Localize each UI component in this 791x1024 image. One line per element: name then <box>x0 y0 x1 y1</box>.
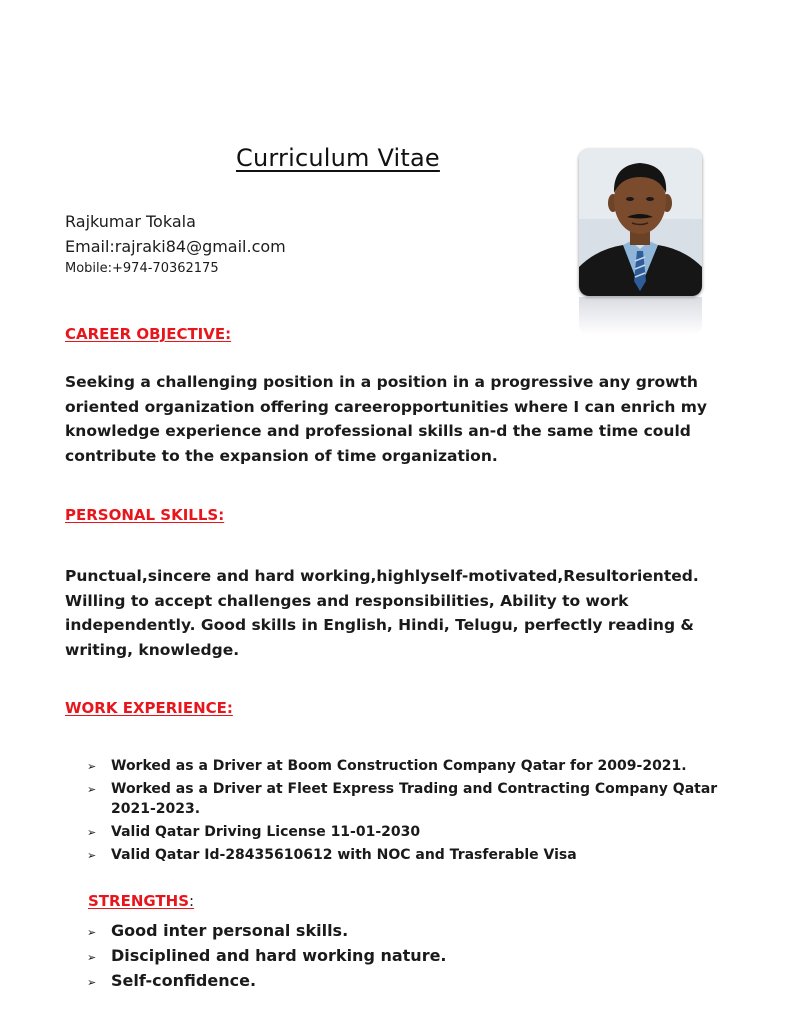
arrow-bullet-icon: ➢ <box>87 760 97 773</box>
strength-item-text: Self-confidence. <box>111 971 257 990</box>
strengths-heading <box>88 892 194 910</box>
photo-reflection <box>579 297 702 335</box>
arrow-bullet-icon: ➢ <box>87 826 97 839</box>
work-experience-heading: WORK EXPERIENCE: <box>65 699 233 717</box>
list-item <box>65 845 725 865</box>
email-address: Email:rajraki84@gmail.com <box>65 237 286 256</box>
arrow-bullet-icon: ➢ <box>87 783 97 796</box>
strength-item-text: Disciplined and hard working nature. <box>111 946 447 965</box>
arrow-bullet-icon: ➢ <box>87 976 97 989</box>
arrow-bullet-icon: ➢ <box>87 849 97 862</box>
arrow-bullet-icon: ➢ <box>87 951 97 964</box>
work-experience-list <box>65 756 725 868</box>
work-item-text: Worked as a Driver at Fleet Express Trading and Contracting Company Qatar 2021-2023. <box>111 781 718 817</box>
person-photo-icon <box>579 149 702 296</box>
personal-skills-text: Punctual,sincere and hard working,highlyself-motivated,Resultoriented. Willing to accept challenges and responsibilities, Ability to work independently. Good skills in English, Hindi, Telugu, perfectly reading & writing, knowledge. <box>65 567 699 659</box>
list-item <box>65 943 565 968</box>
strengths-list <box>65 918 565 993</box>
list-item <box>65 756 725 776</box>
work-item-text: Valid Qatar Id-28435610612 with NOC and Trasferable Visa <box>111 847 577 863</box>
personal-skills-heading: PERSONAL SKILLS: <box>65 506 225 524</box>
work-item-text: Worked as a Driver at Boom Construction Company Qatar for 2009-2021. <box>111 758 687 774</box>
list-item <box>65 779 725 819</box>
list-item <box>65 822 725 842</box>
strengths-heading-text: STRENGTHS <box>88 892 190 910</box>
document-title: Curriculum Vitae <box>236 144 440 172</box>
list-item <box>65 968 565 993</box>
list-item <box>65 918 565 943</box>
profile-photo <box>579 149 702 335</box>
mobile-number: Mobile:+974-70362175 <box>65 261 219 276</box>
strength-item-text: Good inter personal skills. <box>111 921 349 940</box>
career-objective-text: Seeking a challenging position in a position in a progressive any growth oriented organization offering careeropportunities where I can enrich my knowledge experience and professional skills an-d the same time could contribute to the expansion of time organization. <box>65 373 708 465</box>
career-objective-heading: CAREER OBJECTIVE: <box>65 325 232 343</box>
strengths-heading-colon: : <box>189 892 195 910</box>
candidate-name: Rajkumar Tokala <box>65 212 196 231</box>
work-item-text: Valid Qatar Driving License 11-01-2030 <box>111 824 421 840</box>
arrow-bullet-icon: ➢ <box>87 926 97 939</box>
